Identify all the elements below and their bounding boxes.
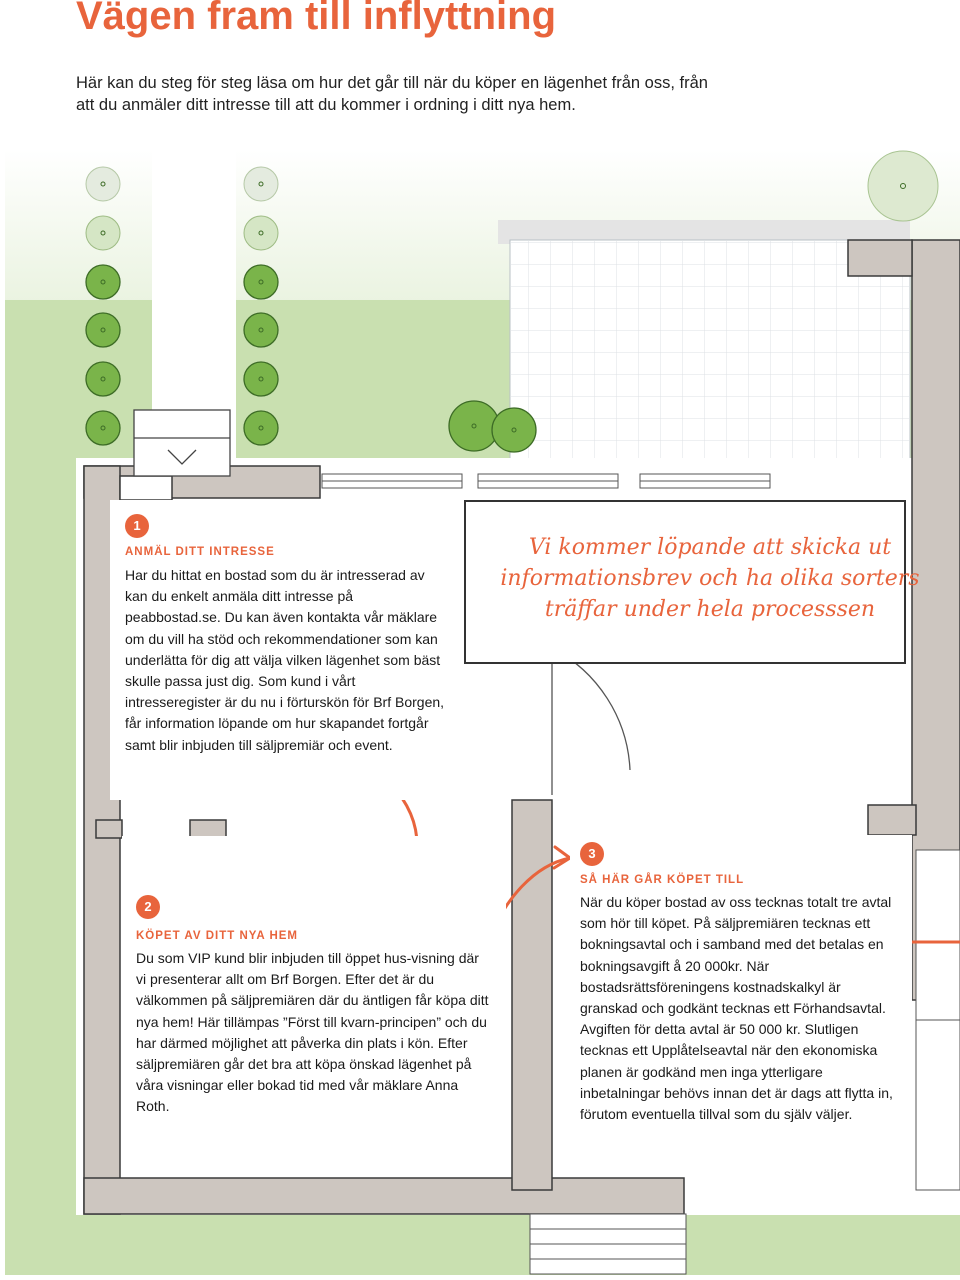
step-2-badge: 2 (136, 895, 160, 919)
entrance (134, 410, 230, 476)
step-2-text: Du som VIP kund blir inbjuden till öppet hus-visning där vi presenterar allt om Brf Borgen. Efter det är du välkommen på säljpremiären där du äntligen får köpa ditt nya hem! Här tillämpas ”Först till kvarn-principen” och du har därmed möjlighet att påverka din plats i kön. Efter säljpremiären går det bra att köpa önskad lägenhet på våra visningar eller bokad tid med vår mäklare Anna Roth. (136, 950, 489, 1115)
step-3-badge: 3 (580, 842, 604, 866)
stairs (530, 1214, 686, 1274)
step-3-heading: SÅ HÄR GÅR KÖPET TILL (580, 874, 745, 886)
process-note: Vi kommer löpande att skicka ut informationsbrev och ha olika sorters träffar under hela processsen (500, 535, 920, 622)
step-2-heading: KÖPET AV DITT NYA HEM (136, 930, 298, 942)
step-1-text: Har du hittat en bostad som du är intresserad av kan du enkelt anmäla ditt intresse på peabbostad.se. Du kan även kontakta vår mäklare om du vill ha stöd och rekommendationer som kan underlätta för dig att välja vilken lägenhet som bäst skulle passa just dig. Som kund i vårt intresseregister är du nu i förturskön för Brf Borgen, får information löpande om hur skapandet fortgår samt blir inbjuden till säljpremiär och event. (125, 567, 445, 753)
page-title: Vägen fram till inflyttning (76, 0, 557, 38)
step-1-badge: 1 (125, 514, 149, 538)
intro-text: Här kan du steg för steg läsa om hur det går till när du köper en lägenhet från oss, från att du anmäler ditt intresse till att du kommer i ordning i ditt nya hem. (76, 74, 708, 114)
step-1-heading: ANMÄL DITT INTRESSE (125, 546, 275, 558)
step-3-text: När du köper bostad av oss tecknas totalt tre avtal som hör till köpet. På säljpremiären tecknas ett bokningsavtal och i samband med det betalas en bokningsavgift å 20 000kr. När bostadsrättsföreningens kostnadskalkyl är granskad och godkänt tecknas ett Förhandsavtal. Avgiften för detta avtal är 50 000 kr. Slutligen tecknas ett Upplåtelseavtal när den ekonomiska planen är godkänd men inga ytterligare inbetalningar behövs innan det är dags att flytta in, förutom eventuella tillval som du själv väljer. (580, 894, 893, 1123)
